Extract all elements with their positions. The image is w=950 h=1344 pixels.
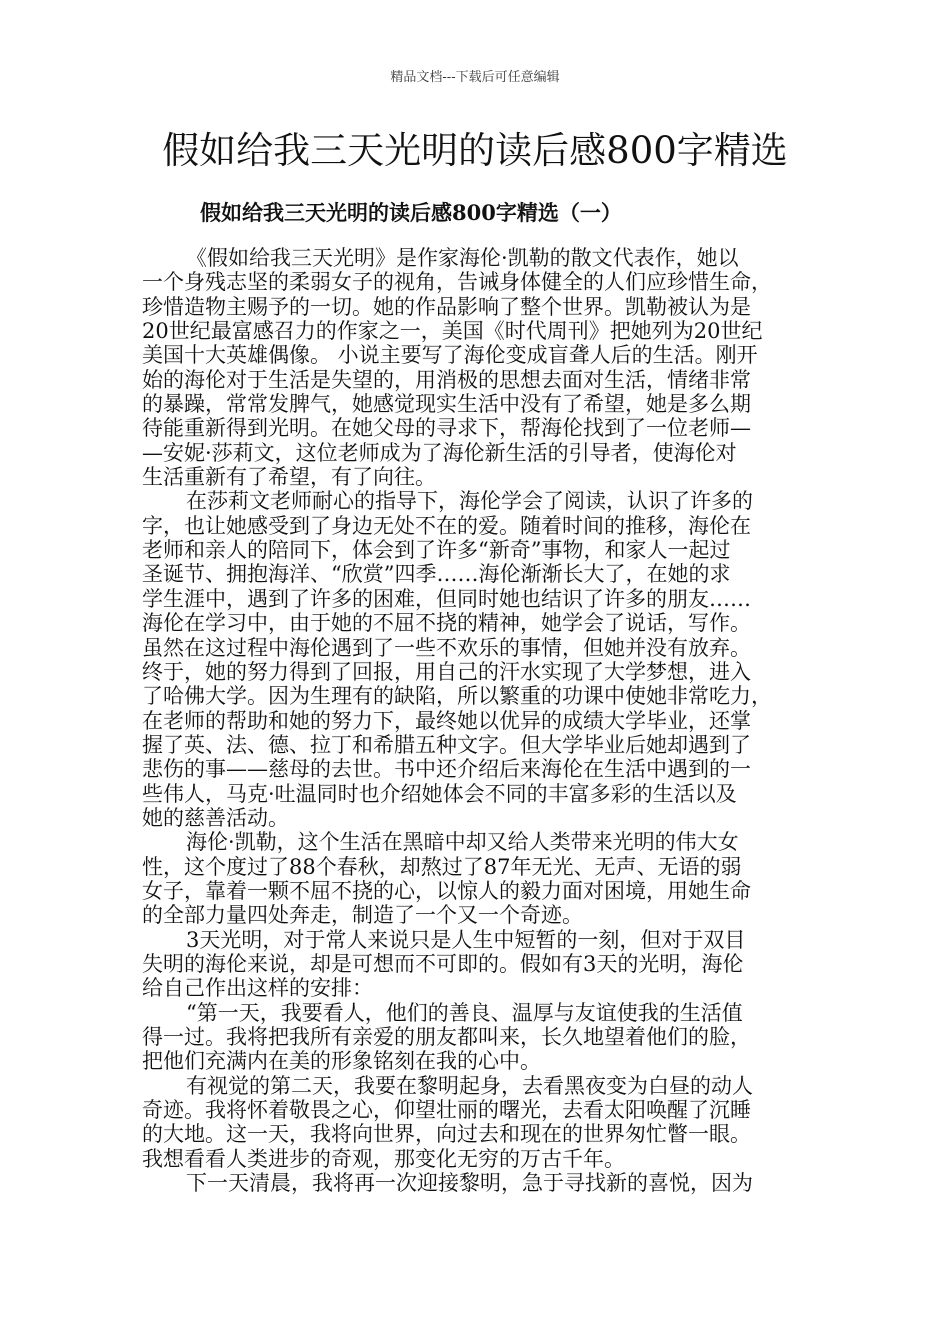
document-subtitle: 假如给我三天光明的读后感800字精选（一）: [200, 200, 622, 225]
text-line: 3天光明，对于常人来说只是人生中短暂的一刻，但对于双目: [186, 927, 746, 952]
paragraph-5: [142, 1001, 822, 1074]
text-line: 给自己作出这样的安排：: [142, 976, 373, 1001]
document-body: [142, 246, 822, 1195]
text-line: 的暴躁，常常发脾气，她感觉现实生活中没有了希望，她是多么期: [142, 392, 751, 417]
text-line: 待能重新得到光明。在她父母的寻求下，帮海伦找到了一位老师—: [142, 416, 751, 441]
text-line: 她的慈善活动。: [142, 805, 289, 830]
text-line: 下一天清晨，我将再一次迎接黎明，急于寻找新的喜悦，因为: [186, 1171, 753, 1196]
text-line: 的全部力量四处奔走，制造了一个又一个奇迹。: [142, 903, 583, 928]
text-line: 在莎莉文老师耐心的指导下，海伦学会了阅读，认识了许多的: [186, 489, 753, 514]
text-line: 在老师的帮助和她的努力下，最终她以优异的成绩大学毕业，还掌: [142, 708, 751, 733]
text-line: 老师和亲人的陪同下，体会到了许多“新奇”事物，和家人一起过: [142, 538, 731, 563]
text-line: 性，这个度过了88个春秋，却熬过了87年无光、无声、无语的弱: [142, 854, 742, 879]
text-line: 握了英、法、德、拉丁和希腊五种文字。但大学毕业后她却遇到了: [142, 732, 751, 757]
text-line: 女子，靠着一颗不屈不挠的心，以惊人的毅力面对困境，用她生命: [142, 878, 751, 903]
paragraph-1: [142, 246, 822, 489]
text-line: —安妮·莎莉文，这位老师成为了海伦新生活的引导者，使海伦对: [142, 440, 737, 465]
text-line: 海伦·凯勒，这个生活在黑暗中却又给人类带来光明的伟大女: [186, 830, 739, 855]
text-line: 《假如给我三天光明》是作家海伦·凯勒的散文代表作，她以: [186, 246, 739, 270]
text-line: 圣诞节、拥抱海洋、“欣赏”四季……海伦渐渐长大了，在她的求: [142, 562, 731, 587]
text-line: 奇迹。我将怀着敬畏之心，仰望壮丽的曙光，去看太阳唤醒了沉睡: [142, 1098, 751, 1123]
paragraph-4: [142, 928, 822, 1001]
text-line: 悲伤的事——慈母的去世。书中还介绍后来海伦在生活中遇到的一: [142, 757, 751, 782]
paragraph-7: [142, 1171, 822, 1195]
text-line: 得一过。我将把我所有亲爱的朋友都叫来，长久地望着他们的脸，: [142, 1025, 751, 1049]
text-line: 的大地。这一天，我将向世界，向过去和现在的世界匆忙瞥一眼。: [142, 1122, 751, 1147]
text-line: “第一天，我要看人，他们的善良、温厚与友谊使我的生活值: [186, 1000, 743, 1025]
document-title: 假如给我三天光明的读后感800字精选: [162, 129, 788, 172]
text-line: 学生涯中，遇到了许多的困难，但同时她也结识了许多的朋友……: [142, 586, 751, 611]
text-line: 终于，她的努力得到了回报，用自己的汗水实现了大学梦想，进入: [142, 659, 751, 684]
text-line: 美国十大英雄偶像。 小说主要写了海伦变成盲聋人后的生活。刚开: [142, 343, 758, 368]
text-line: 生活重新有了希望，有了向往。: [142, 465, 436, 490]
text-line: 字，也让她感受到了身边无处不在的爱。随着时间的推移，海伦在: [142, 513, 751, 538]
text-line: 有视觉的第二天，我要在黎明起身，去看黑夜变为白昼的动人: [186, 1073, 753, 1098]
text-line: 失明的海伦来说，却是可想而不可即的。假如有3天的光明，海伦: [142, 951, 744, 976]
text-line: 些伟人，马克·吐温同时也介绍她体会不同的丰富多彩的生活以及: [142, 781, 737, 806]
text-line: 20世纪最富感召力的作家之一，美国《时代周刊》把她列为20世纪: [142, 319, 763, 344]
text-line: 一个身残志坚的柔弱女子的视角，告诫身体健全的人们应珍惜生命，: [142, 270, 772, 295]
paragraph-3: [142, 830, 822, 927]
text-line: 我想看看人类进步的奇观，那变化无穷的万古千年。: [142, 1146, 625, 1171]
text-line: 珍惜造物主赐予的一切。她的作品影响了整个世界。凯勒被认为是: [142, 294, 751, 319]
text-line: 了哈佛大学。因为生理有的缺陷，所以繁重的功课中使她非常吃力，: [142, 684, 772, 709]
paragraph-6: [142, 1074, 822, 1171]
text-line: 虽然在这过程中海伦遇到了一些不欢乐的事情，但她并没有放弃。: [142, 635, 751, 660]
text-line: 海伦在学习中，由于她的不屈不挠的精神，她学会了说话，写作。: [142, 611, 751, 636]
header-note: 精品文档---下载后可任意编辑: [390, 70, 560, 85]
text-line: 始的海伦对于生活是失望的，用消极的思想去面对生活，情绪非常: [142, 367, 751, 392]
text-line: 把他们充满内在美的形象铭刻在我的心中。: [142, 1049, 541, 1074]
paragraph-2: [142, 489, 822, 830]
